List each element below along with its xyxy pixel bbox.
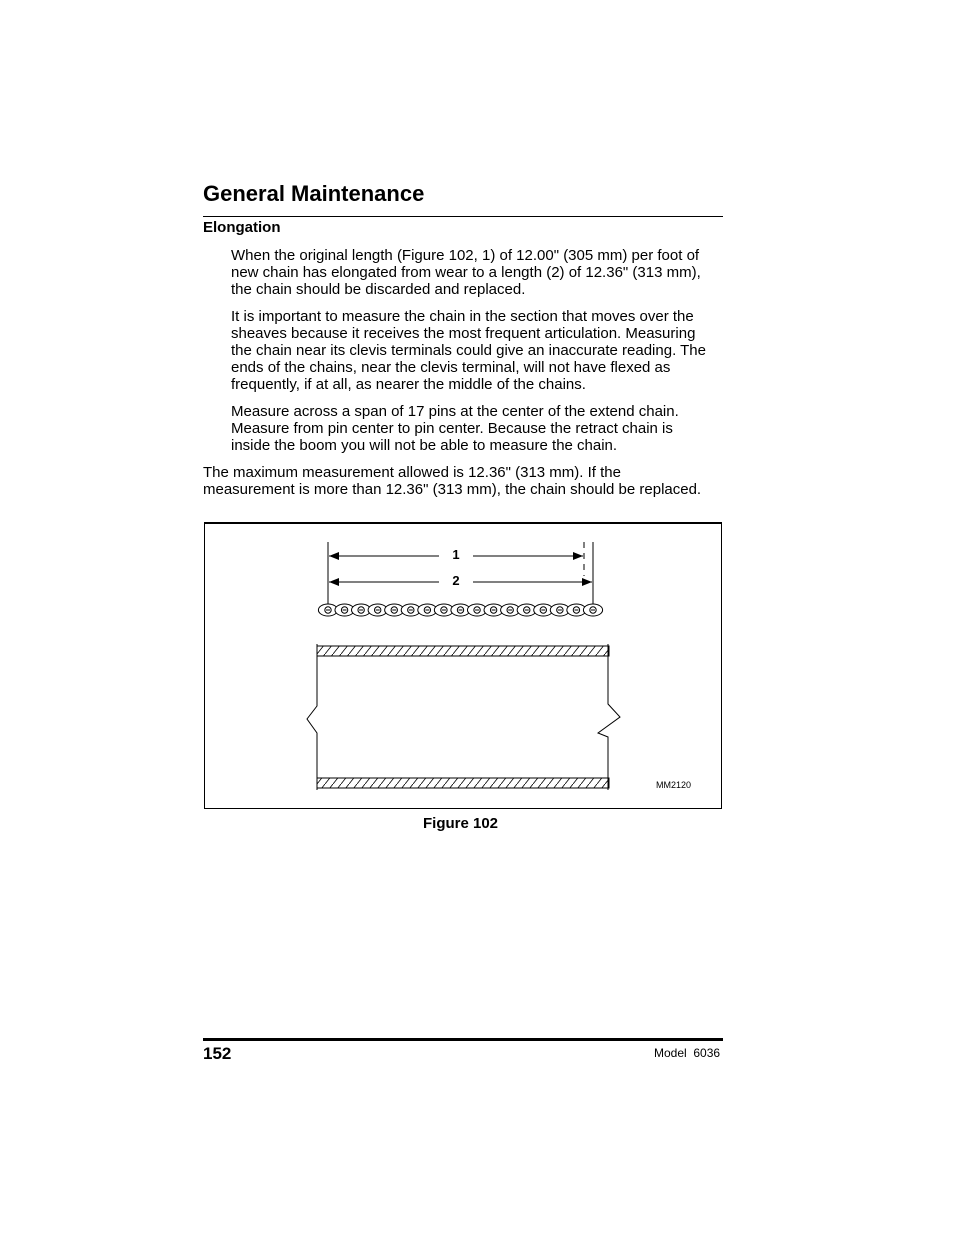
footer-rule [203,1038,723,1041]
paragraph-measure-location: It is important to measure the chain in the section that moves over the sheaves because it receives the most frequent articulation. Measuring the chain near its clevis terminals could give an inaccurate reading. The ends of the chains, near the clevis terminal, will not have flexed as frequently, if at all, as nearer the middle of the chains. [231,308,706,393]
dimension-label-2: 2 [452,573,460,588]
figure-caption: Figure 102 [423,815,499,832]
figure-box [204,522,722,809]
boom-break-line-left [307,644,317,790]
leaf-chain [318,604,602,616]
dimension-label-1: 1 [452,547,460,562]
paragraph-original-length: When the original length (Figure 102, 1) of 12.00" (305 mm) per foot of new chain has elongated from wear to a length (2) of 12.36" (313 mm), the chain should be discarded and replaced. [231,247,701,298]
chain-elongation-diagram [205,524,721,808]
page-number: 152 [203,1044,232,1063]
title-rule [203,216,723,217]
section-title: General Maintenance [203,181,425,206]
model-label: Model 6036 [654,1046,721,1060]
boom-upper-plate [317,646,609,656]
drawing-code: MM2120 [656,780,692,790]
paragraph-measure-span: Measure across a span of 17 pins at the center of the extend chain. Measure from pin center to pin center. Because the retract chain is inside the boom you will not be able to measure the chain. [231,403,679,454]
boom-break-line-right [598,644,620,790]
paragraph-max-measurement: The maximum measurement allowed is 12.36" (313 mm). If the measurement is more than 12.36" (313 mm), the chain should be replaced. [203,464,702,498]
subheading: Elongation [203,219,281,236]
boom-lower-plate [317,778,609,788]
